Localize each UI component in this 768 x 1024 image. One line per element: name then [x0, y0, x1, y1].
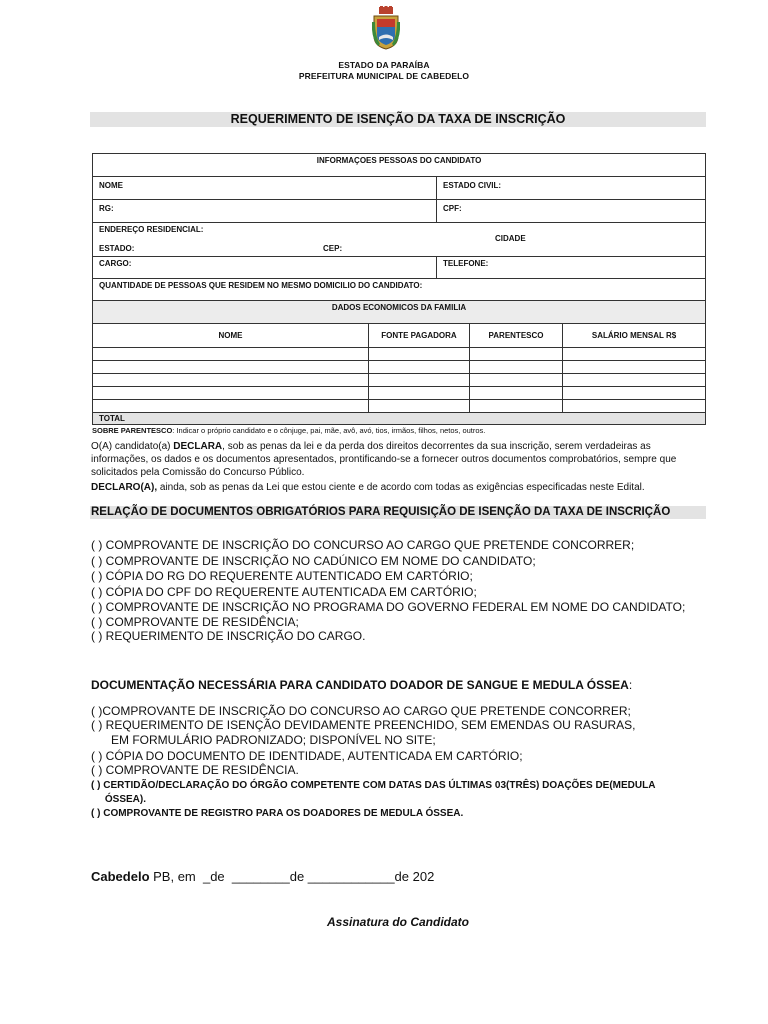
donor-docs-title — [91, 678, 632, 692]
list-item[interactable]: ( ) CÓPIA DO RG DO REQUERENTE AUTENTICADO EM CARTÓRIO; — [91, 569, 473, 583]
cidade-label: CIDADE — [495, 234, 526, 243]
candidate-form-table — [92, 153, 706, 425]
list-item-continuation: ÓSSEA). — [91, 794, 147, 805]
cep-label: CEP: — [323, 244, 343, 253]
municipality-name: PREFEITURA MUNICIPAL DE CABEDELO — [298, 71, 470, 81]
docs-title: RELAÇÃO DE DOCUMENTOS OBRIGATÓRIOS PARA REQUISIÇÃO DE ISENÇÃO DA TAXA DE INSCRIÇÃO — [91, 506, 671, 518]
declara-keyword: DECLARA — [173, 441, 223, 452]
endereco-label: ENDEREÇO RESIDENCIAL: — [99, 225, 204, 234]
date-fields: PB, em _de ________de ____________de 202 — [149, 869, 435, 884]
table-row[interactable] — [93, 348, 706, 361]
page-title: REQUERIMENTO DE ISENÇÃO DA TAXA DE INSCRIÇÃO — [230, 112, 566, 126]
address-field[interactable] — [93, 223, 706, 257]
list-item[interactable]: ( ) REQUERIMENTO DE ISENÇÃO DEVIDAMENTE PREENCHIDO, SEM EMENDAS OU RASURAS, — [91, 718, 636, 732]
list-item[interactable]: ( ) COMPROVANTE DE REGISTRO PARA OS DOADORES DE MEDULA ÓSSEA. — [91, 808, 464, 819]
table-row[interactable] — [93, 387, 706, 400]
list-item[interactable]: ( ) CERTIDÃO/DECLARAÇÃO DO ÓRGÃO COMPETENTE COM DATAS DAS ÚLTIMAS 03(TRÊS) DOAÇÕES DE(MEDULA — [91, 780, 656, 791]
table-row[interactable] — [93, 400, 706, 413]
list-item-continuation: EM FORMULÁRIO PADRONIZADO; DISPONÍVEL NO SITE; — [91, 733, 436, 747]
list-item[interactable]: ( ) COMPROVANTE DE RESIDÊNCIA; — [91, 615, 299, 629]
municipal-coat-of-arms-icon — [372, 6, 400, 50]
estado-civil-field[interactable]: ESTADO CIVIL: — [437, 177, 706, 200]
list-item[interactable]: ( ) COMPROVANTE DE INSCRIÇÃO NO PROGRAMA DO GOVERNO FEDERAL EM NOME DO CANDIDATO; — [91, 600, 686, 614]
declaration-prefix: O(A) candidato(a) — [91, 441, 174, 452]
donor-title-text: DOCUMENTAÇÃO NECESSÁRIA PARA CANDIDATO DOADOR DE SANGUE E MEDULA ÓSSEA — [91, 678, 629, 692]
list-item[interactable]: ( )COMPROVANTE DE INSCRIÇÃO DO CONCURSO AO CARGO QUE PRETENDE CONCORRER; — [91, 704, 631, 718]
col-fonte-pagadora: FONTE PAGADORA — [369, 324, 470, 348]
list-item[interactable]: ( ) CÓPIA DO DOCUMENTO DE IDENTIDADE, AUTENTICADA EM CARTÓRIO; — [91, 749, 523, 763]
household-count-field[interactable]: QUANTIDADE DE PESSOAS QUE RESIDEM NO MESMO DOMICILIO DO CANDIDATO: — [93, 279, 706, 301]
col-nome: NOME — [93, 324, 369, 348]
col-salario: SALÁRIO MENSAL R$ — [563, 324, 706, 348]
cpf-field[interactable]: CPF: — [437, 200, 706, 223]
total-row: TOTAL — [93, 413, 706, 425]
rg-field[interactable]: RG: — [93, 200, 437, 223]
table-row[interactable] — [93, 361, 706, 374]
table-row[interactable] — [93, 374, 706, 387]
list-item[interactable]: ( ) COMPROVANTE DE INSCRIÇÃO DO CONCURSO AO CARGO QUE PRETENDE CONCORRER; — [91, 538, 635, 552]
declaration-paragraph — [91, 440, 709, 479]
personal-info-header: INFORMAÇOES PESSOAS DO CANDIDATO — [93, 154, 706, 177]
economic-data-header: DADOS ECONOMICOS DA FAMILIA — [93, 301, 706, 324]
date-line[interactable] — [91, 869, 434, 884]
list-item[interactable]: ( ) COMPROVANTE DE RESIDÊNCIA. — [91, 763, 299, 777]
kinship-note — [92, 426, 705, 435]
nome-field[interactable]: NOME — [93, 177, 437, 200]
donor-title-colon: : — [628, 678, 633, 692]
list-item[interactable]: ( ) REQUERIMENTO DE INSCRIÇÃO DO CARGO. — [91, 629, 366, 643]
kinship-note-label: SOBRE PARENTESCO — [92, 426, 173, 435]
kinship-note-text: : Indicar o próprio candidato e o cônjuge, pai, mãe, avô, avó, tios, irmãos, filhos, netos, outros. — [172, 426, 486, 435]
declaro-paragraph — [91, 481, 709, 494]
date-city: Cabedelo — [91, 869, 150, 884]
declaro-keyword: DECLARO(A), — [91, 482, 158, 493]
col-parentesco: PARENTESCO — [470, 324, 563, 348]
cargo-field[interactable]: CARGO: — [93, 257, 437, 279]
declaro-text: ainda, sob as penas da Lei que estou ciente e de acordo com todas as exigências especificadas neste Edital. — [157, 482, 645, 493]
state-name: ESTADO DA PARAÍBA — [338, 60, 430, 70]
signature-label: Assinatura do Candidato — [326, 915, 469, 929]
telefone-field[interactable]: TELEFONE: — [437, 257, 706, 279]
list-item[interactable]: ( ) CÓPIA DO CPF DO REQUERENTE AUTENTICADA EM CARTÓRIO; — [91, 585, 477, 599]
estado-label: ESTADO: — [99, 244, 135, 253]
list-item[interactable]: ( ) COMPROVANTE DE INSCRIÇÃO NO CADÚNICO EM NOME DO CANDIDATO; — [91, 554, 536, 568]
declaration-text: , sob as penas da lei e da perda dos direitos decorrentes da sua inscrição, serem verdadeiras as informações, os dados e os documentos apresentados, prontificando-se a fornecer outros documentos comprobatórios, sempre que solicitados pela Comissão do Concurso Público. — [91, 441, 677, 478]
